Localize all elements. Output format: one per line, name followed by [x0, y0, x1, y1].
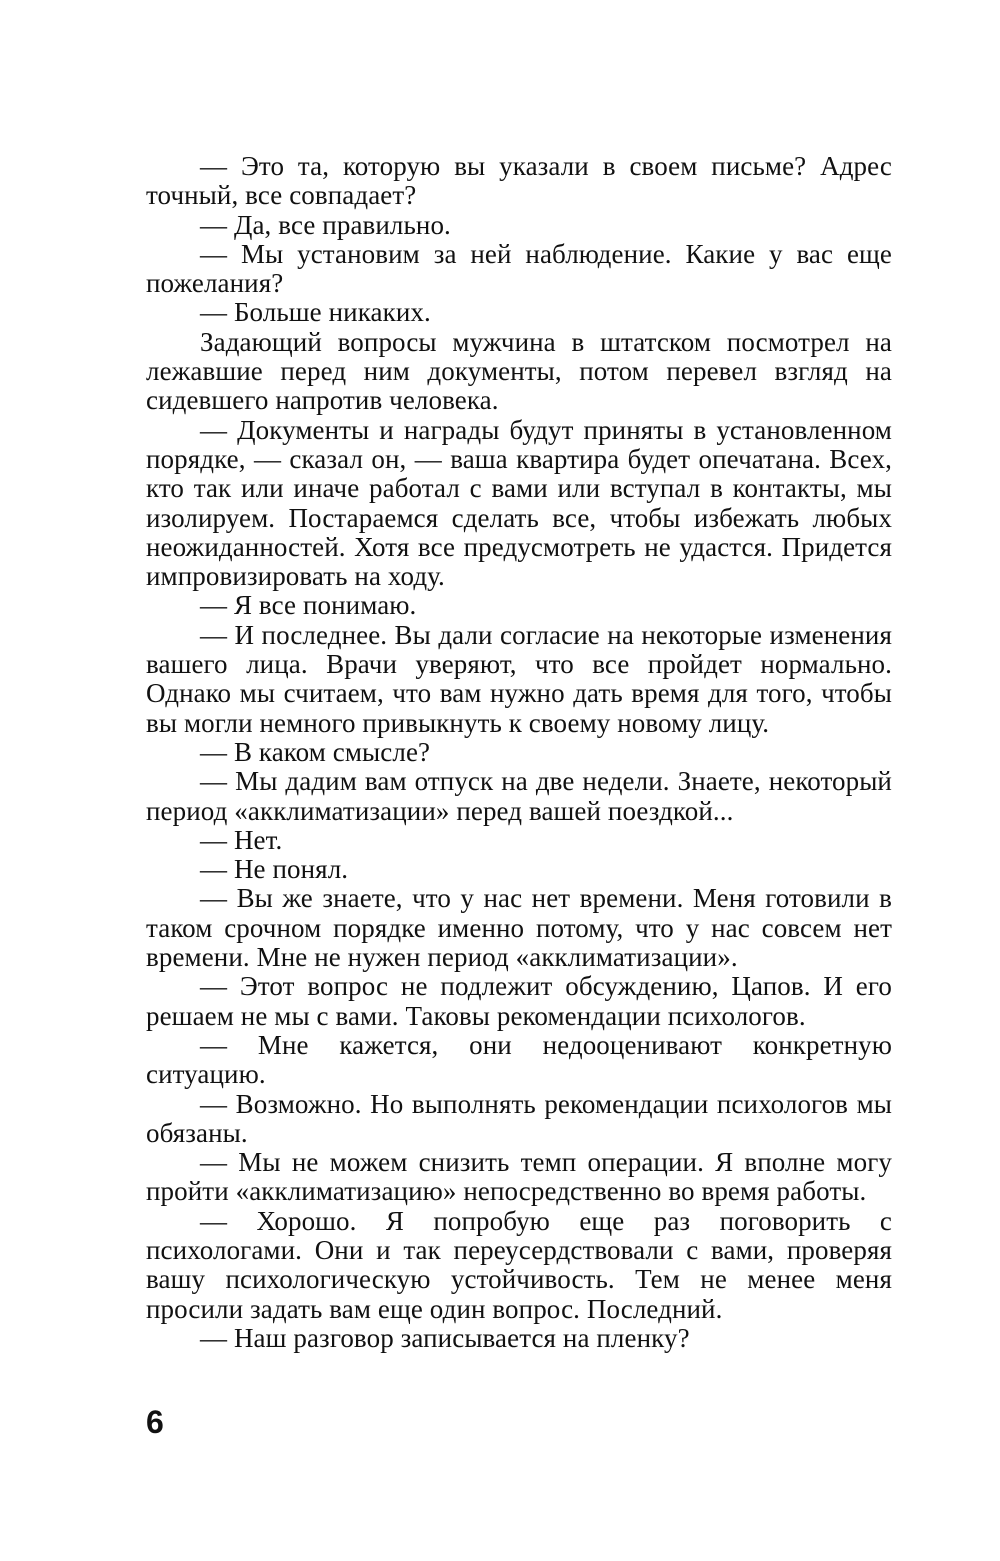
paragraph: — Нет. [200, 824, 283, 855]
body-text [146, 152, 892, 1353]
paragraph: — Да, все правильно. [200, 209, 451, 240]
paragraph: — Мне кажется, они недооценивают конкретную ситуацию. [146, 1029, 892, 1090]
paragraph: — Не понял. [200, 854, 349, 885]
paragraph: — Наш разговор записывается на пленку? [200, 1322, 690, 1353]
paragraph: — Возможно. Но выполнять рекомендации психологов мы обязаны. [146, 1088, 892, 1148]
paragraph: — Этот вопрос не подлежит обсуждению, Цапов. И его решаем не мы с вами. Таковы рекомендации психологов. [146, 971, 892, 1031]
paragraph: — И последнее. Вы дали согласие на некоторые изменения вашего лица. Врачи уверяют, что все пройдет нормально. Однако мы считаем, что вам нужно дать время для того, чтобы вы могли немного привыкнуть к своему новому лицу. [146, 619, 892, 738]
paragraph: — Мы установим за ней наблюдение. Какие у вас еще пожелания? [146, 238, 892, 299]
page-number: 6 [146, 1404, 164, 1440]
paragraph: — Мы не можем снизить темп операции. Я вполне могу пройти «акклиматизацию» непосредственно во время работы. [146, 1147, 892, 1207]
paragraph: — В каком смысле? [200, 736, 431, 767]
paragraph: — Хорошо. Я попробую еще раз поговорить с психологами. Они и так переусердствовали с вами, проверяя вашу психологическую устойчивость. Тем не менее меня просили задать вам еще один вопрос. Последний. [146, 1205, 892, 1324]
paragraph: — Мы дадим вам отпуск на две недели. Знаете, некоторый период «акклиматизации» перед вашей поездкой... [146, 766, 892, 826]
paragraph: — Документы и награды будут приняты в установленном порядке, — сказал он, — ваша квартира будет опечатана. Всех, кто так или иначе работал с вами или вступал в контакты, мы изолируем. Постараемся сделать все, чтобы избежать любых неожиданностей. Хотя все предусмотреть не удастся. Придется импровизировать на ходу. [146, 414, 892, 592]
paragraph: — Больше никаких. [200, 297, 431, 328]
paragraph: — Вы же знаете, что у нас нет времени. Меня готовили в таком срочном порядке именно потому, что у нас совсем нет времени. Мне не нужен период «акклиматизации». [146, 883, 892, 973]
paragraph: — Это та, которую вы указали в своем письме? Адрес точный, все совпадает? [146, 151, 892, 211]
paragraph: — Я все понимаю. [200, 590, 417, 621]
paragraph: Задающий вопросы мужчина в штатском посмотрел на лежавшие перед ним документы, потом перевел взгляд на сидевшего напротив человека. [146, 326, 892, 416]
